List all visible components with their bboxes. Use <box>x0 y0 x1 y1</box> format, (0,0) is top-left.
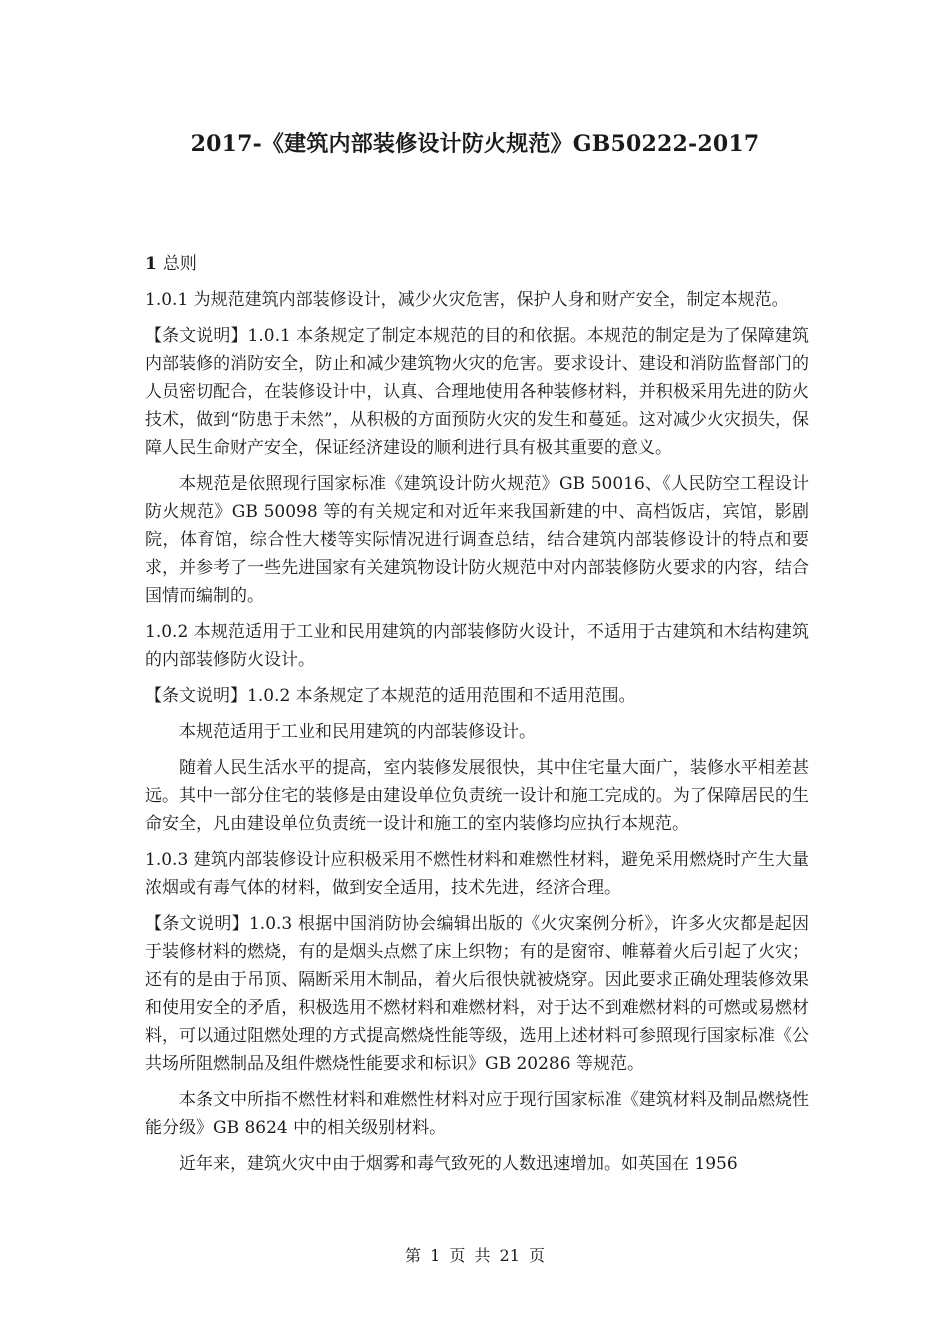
page-number-footer: 第 1 页 共 21 页 <box>405 1246 545 1265</box>
clause-explanation-1-0-3: 【条文说明】1.0.3 根据中国消防协会编辑出版的《火灾案例分析》，许多火灾都是起因于装修材料的燃烧，有的是烟头点燃了床上织物；有的是窗帘、帷幕着火后引起了火灾；还有的是由于吊顶、隔断采用木制品，着火后很快就被烧穿。因此要求正确处理装修效果和使用安全的矛盾，积极选用不燃材料和难燃材料，对于达不到难燃材料的可燃或易燃材料，可以通过阻燃处理的方式提高燃烧性能等级，选用上述材料可参照现行国家标准《公共场所阻燃制品及组件燃烧性能要求和标识》GB 20286 等规范。 <box>145 914 809 1074</box>
explanation-paragraph: 本规范是依照现行国家标准《建筑设计防火规范》GB 50016、《人民防空工程设计防火规范》GB 50098 等的有关规定和对近年来我国新建的中、高档饭店，宾馆，影剧院，体育馆，综合性大楼等实际情况进行调查总结，结合建筑内部装修设计的特点和要求，并参考了一些先进国家有关建筑物设计防火规范中对内部装修防火要求的内容，结合国情而编制的。 <box>145 474 809 606</box>
explanation-paragraph: 近年来，建筑火灾中由于烟雾和毒气致死的人数迅速增加。如英国在 1956 <box>179 1154 738 1174</box>
explanation-paragraph: 本条文中所指不燃性材料和难燃性材料对应于现行国家标准《建筑材料及制品燃烧性能分级》GB 8624 中的相关级别材料。 <box>145 1090 809 1138</box>
clause-explanation-1-0-2: 【条文说明】1.0.2 本条规定了本规范的适用范围和不适用范围。 <box>145 686 636 706</box>
clause-explanation-1-0-1: 【条文说明】1.0.1 本条规定了制定本规范的目的和依据。本规范的制定是为了保障建筑内部装修的消防安全，防止和减少建筑物火灾的危害。要求设计、建设和消防监督部门的人员密切配合，在装修设计中，认真、合理地使用各种装修材料，并积极采用先进的防火技术，做到“防患于未然”，从积极的方面预防火灾的发生和蔓延。这对减少火灾损失，保障人民生命财产安全，保证经济建设的顺利进行具有极其重要的意义。 <box>145 326 809 458</box>
clause-1-0-3: 1.0.3 建筑内部装修设计应积极采用不燃性材料和难燃性材料，避免采用燃烧时产生大量浓烟或有毒气体的材料，做到安全适用，技术先进，经济合理。 <box>145 850 809 898</box>
clause-1-0-1: 1.0.1 为规范建筑内部装修设计，减少火灾危害，保护人身和财产安全，制定本规范。 <box>145 290 789 310</box>
section-number: 1 <box>145 254 157 274</box>
document-title: 2017-《建筑内部装修设计防火规范》GB50222-2017 <box>190 131 760 157</box>
explanation-paragraph: 本规范适用于工业和民用建筑的内部装修设计。 <box>179 722 536 742</box>
clause-1-0-2: 1.0.2 本规范适用于工业和民用建筑的内部装修防火设计，不适用于古建筑和木结构建筑的内部装修防火设计。 <box>145 622 809 670</box>
section-title: 总则 <box>162 254 197 274</box>
explanation-paragraph: 随着人民生活水平的提高，室内装修发展很快，其中住宅量大面广，装修水平相差甚远。其中一部分住宅的装修是由建设单位负责统一设计和施工完成的。为了保障居民的生命安全，凡由建设单位负责统一设计和施工的室内装修均应执行本规范。 <box>145 758 809 834</box>
section-heading <box>145 250 809 278</box>
document-body <box>145 250 809 1186</box>
